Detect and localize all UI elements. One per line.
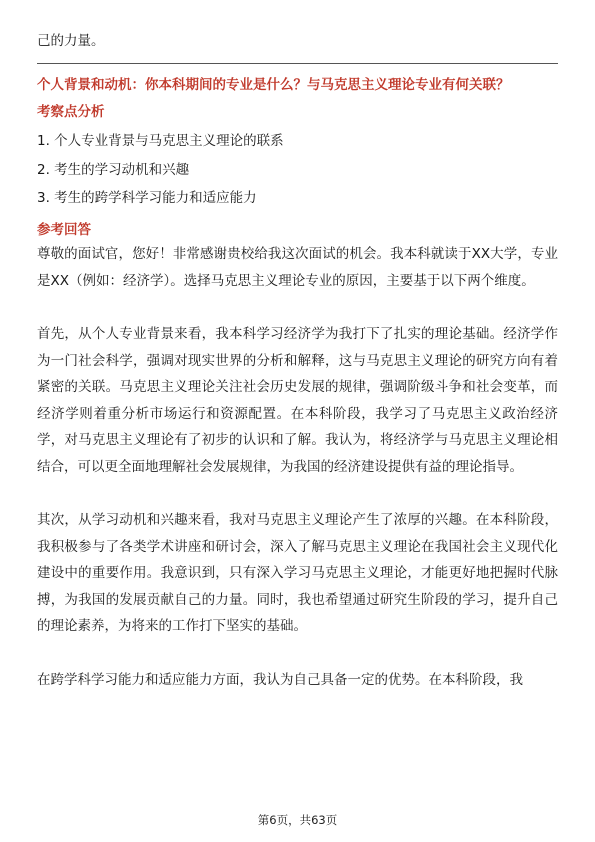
answer-heading: 参考回答 xyxy=(37,222,91,238)
analysis-point: 3. 考生的跨学科学习能力和适应能力 xyxy=(37,190,257,206)
page-number: 第6页，共63页 xyxy=(257,813,338,827)
question-title: 个人背景和动机：你本科期间的专业是什么？与马克思主义理论专业有何关联？ xyxy=(37,77,510,93)
answer-paragraph: 首先，从个人专业背景来看，我本科学习经济学为我打下了扎实的理论基础。经济学作为一门社会科学，强调对现实世界的分析和解释，这与马克思主义理论的研究方向有着紧密的关联。马克思主义理论关注社会历史发展的规律，强调阶级斗争和社会变革，而经济学则着重分析市场运行和资源配置。在本科阶段，我学习了马克思主义政治经济学，对马克思主义理论有了初步的认识和了解。我认为，将经济学与马克思主义理论相结合，可以更全面地理解社会发展规律，为我国的经济建设提供有益的理论指导。 xyxy=(37,326,558,475)
analysis-point: 1. 个人专业背景与马克思主义理论的联系 xyxy=(37,133,284,149)
answer-paragraph: 在跨学科学习能力和适应能力方面，我认为自己具备一定的优势。在本科阶段，我 xyxy=(37,671,523,688)
answer-body xyxy=(37,241,558,693)
answer-paragraph: 尊敬的面试官，您好！非常感谢贵校给我这次面试的机会。我本科就读于XX大学，专业是XX（例如：经济学）。选择马克思主义理论专业的原因，主要基于以下两个维度。 xyxy=(37,246,558,289)
analysis-point: 2. 考生的学习动机和兴趣 xyxy=(37,161,190,178)
continuation-text: 己的力量。 xyxy=(37,33,105,49)
analysis-points xyxy=(37,127,284,213)
analysis-heading: 考察点分析 xyxy=(37,104,105,120)
section-divider xyxy=(37,63,558,64)
answer-paragraph: 其次，从学习动机和兴趣来看，我对马克思主义理论产生了浓厚的兴趣。在本科阶段，我积极参与了各类学术讲座和研讨会，深入了解马克思主义理论在我国社会主义现代化建设中的重要作用。我意识到，只有深入学习马克思主义理论，才能更好地把握时代脉搏，为我国的发展贡献自己的力量。同时，我也希望通过研究生阶段的学习，提升自己的理论素养，为将来的工作打下坚实的基础。 xyxy=(37,512,558,634)
